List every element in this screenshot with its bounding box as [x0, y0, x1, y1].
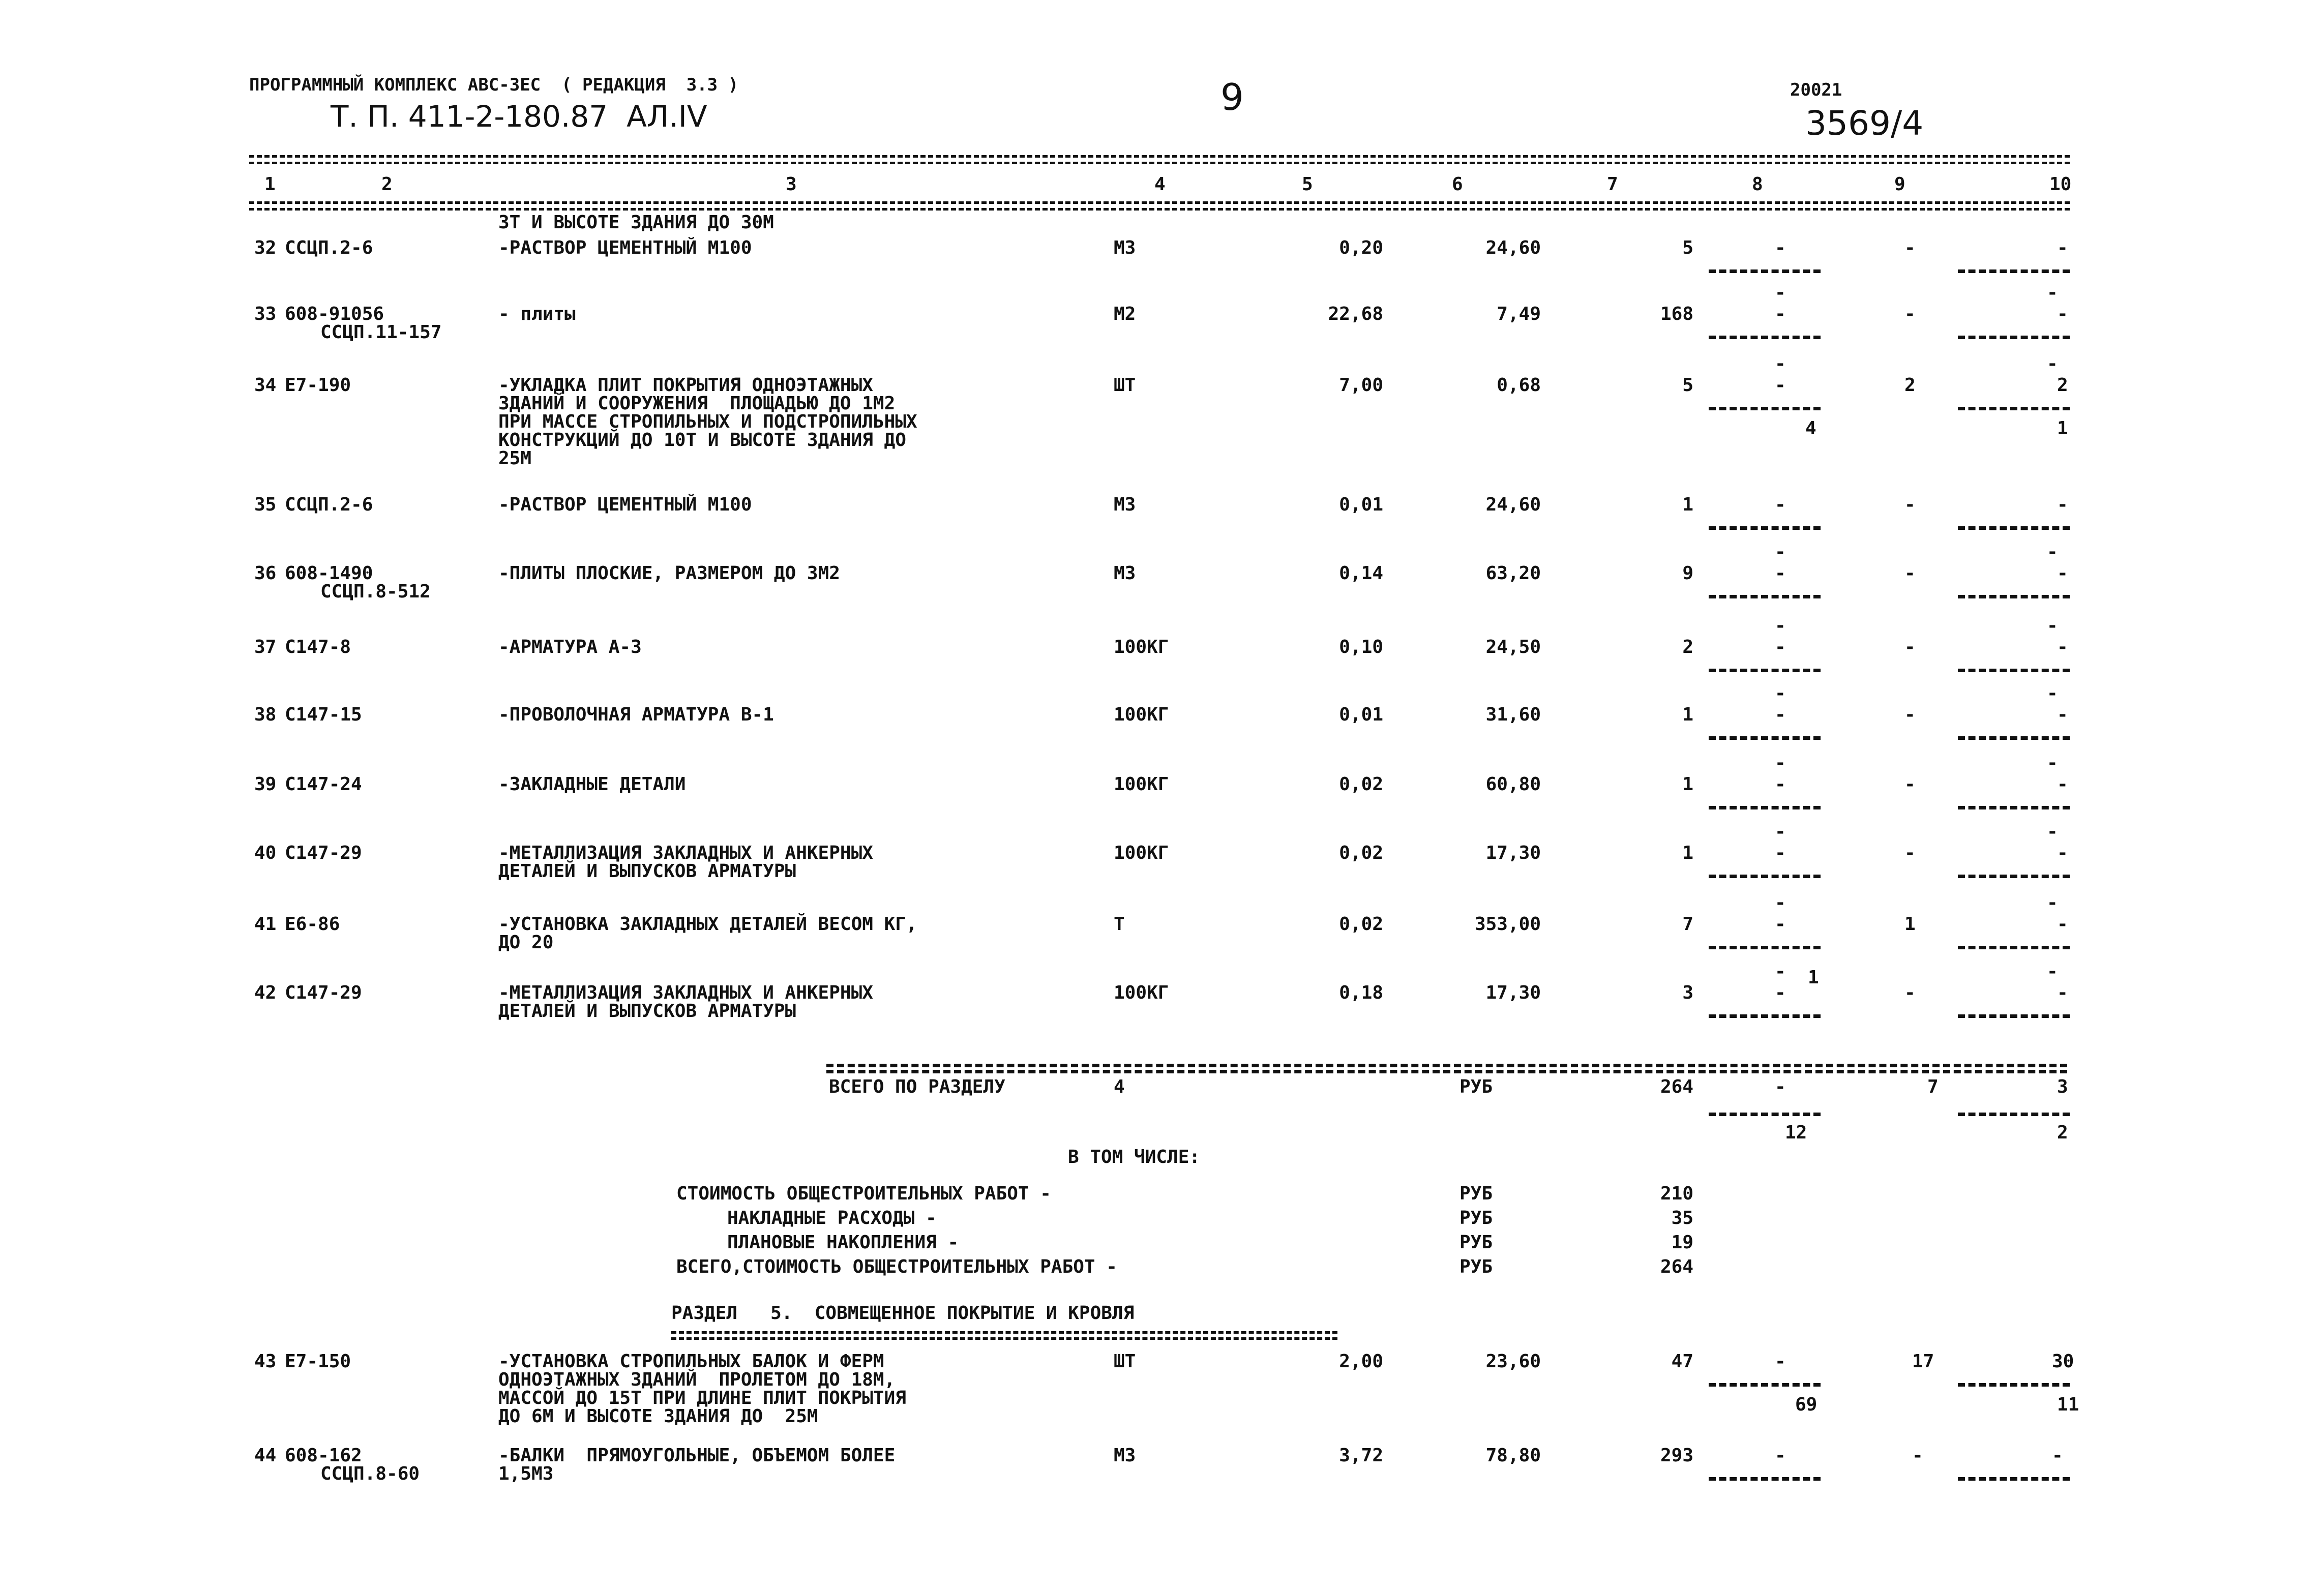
row-col8: - [1775, 1351, 1786, 1372]
row-col10: - [2057, 774, 2068, 795]
row-unit-price: 63,20 [1485, 563, 1541, 584]
row-description: ДО 6М И ВЫСОТЕ ЗДАНИЯ ДО 25М [498, 1406, 818, 1427]
row-unit-price: 17,30 [1485, 982, 1541, 1003]
row-description: -МЕТАЛЛИЗАЦИЯ ЗАКЛАДНЫХ И АНКЕРНЫХ [498, 982, 873, 1003]
row-code: С147-8 [285, 637, 351, 657]
column-number: 5 [1302, 174, 1313, 195]
column-dash-mark: - [1775, 892, 1786, 913]
row-col8-bottom: 4 [1805, 418, 1816, 439]
row-col10-rule [1958, 736, 2070, 740]
row-description: ДЕТАЛЕЙ И ВЫПУСКОВ АРМАТУРЫ [498, 1001, 796, 1022]
row-col10: - [2057, 494, 2068, 515]
row-col8: - [1775, 1445, 1786, 1466]
section-total-count: 4 [1114, 1076, 1125, 1097]
row-unit: М2 [1114, 304, 1136, 324]
row-col10-rule [1958, 526, 2070, 530]
row-col10: - [2057, 914, 2068, 935]
row-col10: - [2057, 304, 2068, 324]
row-unit-price: 24,60 [1485, 494, 1541, 515]
section-total-label: ВСЕГО ПО РАЗДЕЛУ [829, 1076, 1005, 1097]
row-col9: 17 [1912, 1351, 1934, 1372]
row-col10: - [2057, 982, 2068, 1003]
row-col10: - [2057, 563, 2068, 584]
row-description: -ПЛИТЫ ПЛОСКИЕ, РАЗМЕРОМ ДО 3М2 [498, 563, 840, 584]
column-dash-mark: - [1775, 353, 1786, 374]
row-col9: 1 [1904, 914, 1916, 935]
row-unit: 100КГ [1114, 774, 1169, 795]
row-col10: - [2057, 843, 2068, 863]
section-total-rule2 [826, 1070, 2067, 1073]
row-description: ОДНОЭТАЖНЫХ ЗДАНИЙ ПРОЛЕТОМ ДО 18М, [498, 1369, 896, 1390]
row-description: -АРМАТУРА А-3 [498, 637, 642, 657]
row-unit-price: 60,80 [1485, 774, 1541, 795]
row-code: Е7-190 [285, 375, 351, 396]
row-number: 37 [254, 637, 277, 657]
row-number: 39 [254, 774, 277, 795]
column-dash-mark: - [1775, 821, 1786, 842]
row-code-secondary: ССЦП.8-512 [320, 581, 431, 602]
including-line-label: НАКЛАДНЫЕ РАСХОДЫ - [727, 1208, 937, 1228]
project-number: Т. П. 411-2-180.87 АЛ.IV [331, 99, 707, 134]
column-dash-mark: - [1775, 615, 1786, 636]
column-dash-mark: - [1775, 282, 1786, 303]
including-line-label: ВСЕГО,СТОИМОСТЬ ОБЩЕСТРОИТЕЛЬНЫХ РАБОТ - [676, 1256, 1117, 1277]
column-dash-mark: - [2047, 961, 2058, 982]
row-code: С147-15 [285, 704, 362, 725]
row-col10-rule [1958, 1383, 2070, 1387]
column-dash-mark: - [2047, 353, 2058, 374]
row-col8-rule [1709, 669, 1821, 672]
column-number: 3 [786, 174, 797, 195]
row-unit-price: 17,30 [1485, 843, 1541, 863]
row-total: 293 [1660, 1445, 1693, 1466]
including-line-unit: РУБ [1459, 1256, 1493, 1277]
row-description: ПРИ МАССЕ СТРОПИЛЬНЫХ И ПОДСТРОПИЛЬНЫХ [498, 411, 917, 432]
including-line-unit: РУБ [1459, 1183, 1493, 1204]
row-col9: - [1904, 774, 1916, 795]
column-number: 7 [1607, 174, 1618, 195]
row-col8-rule [1709, 875, 1821, 878]
row-col10: - [2057, 237, 2068, 258]
row-col9: - [1904, 843, 1916, 863]
document-number: 3569/4 [1805, 104, 1924, 143]
row-col10: 30 [2052, 1351, 2074, 1372]
row-col10-rule [1958, 336, 2070, 339]
row-description: -МЕТАЛЛИЗАЦИЯ ЗАКЛАДНЫХ И АНКЕРНЫХ [498, 843, 873, 863]
row-col10-bottom: 1 [2057, 418, 2068, 439]
row-number: 32 [254, 237, 277, 258]
row-col8-rule [1709, 526, 1821, 530]
column-dash-mark: - [2047, 615, 2058, 636]
column-dash-mark: - [1775, 753, 1786, 773]
row-col8: - [1775, 237, 1786, 258]
row-unit-price: 353,00 [1474, 914, 1541, 935]
row-description: 25М [498, 448, 532, 469]
row-code: Е7-150 [285, 1351, 351, 1372]
row-col8: - [1775, 914, 1786, 935]
including-label: В ТОМ ЧИСЛЕ: [1068, 1147, 1201, 1167]
row-quantity: 0,02 [1339, 843, 1383, 863]
section-total-col10-rule [1958, 1113, 2070, 1116]
row-col10: 2 [2057, 375, 2068, 396]
column-number: 4 [1154, 174, 1166, 195]
row-unit: ШТ [1114, 375, 1136, 396]
row-col8: - [1775, 375, 1786, 396]
header-rule-bottom [249, 201, 2070, 204]
row-total: 168 [1660, 304, 1693, 324]
row-unit: ШТ [1114, 1351, 1136, 1372]
row-col10: - [2057, 704, 2068, 725]
row-col9: - [1912, 1445, 1923, 1466]
row-number: 35 [254, 494, 277, 515]
row-quantity: 0,10 [1339, 637, 1383, 657]
row-description: -БАЛКИ ПРЯМОУГОЛЬНЫЕ, ОБЪЕМОМ БОЛЕЕ [498, 1445, 896, 1466]
row-col10-rule [1958, 407, 2070, 410]
row-col8-rule [1709, 336, 1821, 339]
section-total-unit: РУБ [1459, 1076, 1493, 1097]
row-col9: - [1904, 304, 1916, 324]
column-dash-mark: - [2047, 753, 2058, 773]
row-description: 1,5М3 [498, 1463, 554, 1484]
column-dash-mark: - [1775, 961, 1786, 982]
row-col8-rule [1709, 946, 1821, 949]
row-total: 1 [1682, 843, 1693, 863]
row-code-secondary: ССЦП.11-157 [320, 322, 442, 343]
column-dash-mark: - [2047, 892, 2058, 913]
row-col10-rule [1958, 875, 2070, 878]
row-unit-price: 78,80 [1485, 1445, 1541, 1466]
row-total: 1 [1682, 774, 1693, 795]
header-rule-top [249, 155, 2070, 158]
row-code: 608-1490 [285, 563, 373, 584]
row-total: 1 [1682, 704, 1693, 725]
row-col9: - [1904, 982, 1916, 1003]
column-number: 6 [1452, 174, 1463, 195]
row-quantity: 22,68 [1328, 304, 1383, 324]
row-col8-rule [1709, 1477, 1821, 1481]
row-col8-rule [1709, 1014, 1821, 1018]
row-description: -УСТАНОВКА ЗАКЛАДНЫХ ДЕТАЛЕЙ ВЕСОМ КГ, [498, 914, 917, 935]
row-col8: - [1775, 982, 1786, 1003]
row-code: С147-29 [285, 982, 362, 1003]
including-line-label: ПЛАНОВЫЕ НАКОПЛЕНИЯ - [727, 1232, 959, 1253]
row-col8-bottom: 69 [1795, 1394, 1818, 1415]
row-description: КОНСТРУКЦИЙ ДО 10Т И ВЫСОТЕ ЗДАНИЯ ДО [498, 430, 906, 451]
row-description: ЗТ И ВЫСОТЕ ЗДАНИЯ ДО 30М [498, 212, 774, 233]
row-unit-price: 7,49 [1497, 304, 1541, 324]
row-code: 608-162 [285, 1445, 362, 1466]
row-unit-price: 23,60 [1485, 1351, 1541, 1372]
row-col9: - [1904, 637, 1916, 657]
column-number: 8 [1752, 174, 1763, 195]
column-number: 10 [2049, 174, 2072, 195]
row-col8: - [1775, 494, 1786, 515]
row-quantity: 2,00 [1339, 1351, 1383, 1372]
row-quantity: 0,14 [1339, 563, 1383, 584]
row-col10-rule [1958, 1477, 2070, 1481]
section-total-col9: 7 [1927, 1076, 1939, 1097]
row-col8-top: 1 [1808, 967, 1819, 988]
row-number: 40 [254, 843, 277, 863]
section-total-amount: 264 [1660, 1076, 1693, 1097]
column-dash-mark: - [1775, 542, 1786, 562]
row-unit: М3 [1114, 237, 1136, 258]
row-col9: - [1904, 563, 1916, 584]
row-col8: - [1775, 774, 1786, 795]
row-description: ДО 20 [498, 932, 554, 953]
row-col8-rule [1709, 1383, 1821, 1387]
row-unit-price: 24,60 [1485, 237, 1541, 258]
row-quantity: 0,18 [1339, 982, 1383, 1003]
row-col8: - [1775, 637, 1786, 657]
row-description: -УСТАНОВКА СТРОПИЛЬНЫХ БАЛОК И ФЕРМ [498, 1351, 884, 1372]
row-col8-rule [1709, 736, 1821, 740]
row-code: Е6-86 [285, 914, 340, 935]
row-description: - плиты [498, 304, 576, 324]
row-description: ЗДАНИЙ И СООРУЖЕНИЯ ПЛОЩАДЬЮ ДО 1М2 [498, 393, 896, 414]
row-code: С147-24 [285, 774, 362, 795]
row-total: 47 [1671, 1351, 1693, 1372]
row-unit: Т [1114, 914, 1125, 935]
column-number: 1 [264, 174, 276, 195]
row-col10-bottom: 11 [2057, 1394, 2079, 1415]
section-total-rule [826, 1064, 2067, 1067]
column-number: 9 [1894, 174, 1905, 195]
row-description: -РАСТВОР ЦЕМЕНТНЫЙ М100 [498, 494, 752, 515]
row-quantity: 3,72 [1339, 1445, 1383, 1466]
section5-title: РАЗДЕЛ 5. СОВМЕЩЕННОЕ ПОКРЫТИЕ И КРОВЛЯ [671, 1303, 1135, 1324]
document-code: 20021 [1790, 80, 1842, 100]
row-number: 33 [254, 304, 277, 324]
including-line-value: 35 [1671, 1208, 1693, 1228]
column-dash-mark: - [2047, 282, 2058, 303]
column-dash-mark: - [2047, 542, 2058, 562]
section-total-col10-b: 2 [2057, 1122, 2068, 1143]
row-quantity: 0,02 [1339, 914, 1383, 935]
row-unit: 100КГ [1114, 843, 1169, 863]
row-col8-rule [1709, 806, 1821, 809]
including-line-value: 19 [1671, 1232, 1693, 1253]
row-col9: - [1904, 237, 1916, 258]
row-description: -РАСТВОР ЦЕМЕНТНЫЙ М100 [498, 237, 752, 258]
row-col8: - [1775, 304, 1786, 324]
row-col9: 2 [1904, 375, 1916, 396]
row-code: 608-91056 [285, 304, 384, 324]
column-dash-mark: - [2047, 683, 2058, 704]
including-line-label: СТОИМОСТЬ ОБЩЕСТРОИТЕЛЬНЫХ РАБОТ - [676, 1183, 1051, 1204]
row-quantity: 0,01 [1339, 704, 1383, 725]
program-title: ПРОГРАММНЫЙ КОМПЛЕКС АВС-3ЕС ( РЕДАКЦИЯ 3.3 ) [249, 75, 739, 95]
row-col10: - [2057, 637, 2068, 657]
row-col10-rule [1958, 269, 2070, 273]
row-col8-rule [1709, 269, 1821, 273]
row-number: 41 [254, 914, 277, 935]
row-number: 43 [254, 1351, 277, 1372]
including-line-unit: РУБ [1459, 1208, 1493, 1228]
column-dash-mark: - [2047, 821, 2058, 842]
row-quantity: 0,02 [1339, 774, 1383, 795]
row-description: ДЕТАЛЕЙ И ВЫПУСКОВ АРМАТУРЫ [498, 861, 796, 882]
row-total: 7 [1682, 914, 1693, 935]
row-col10-rule [1958, 806, 2070, 809]
section-total-col8-b: 12 [1785, 1122, 1807, 1143]
row-unit: 100КГ [1114, 637, 1169, 657]
row-quantity: 7,00 [1339, 375, 1383, 396]
row-quantity: 0,01 [1339, 494, 1383, 515]
column-dash-mark: - [1775, 683, 1786, 704]
row-unit-price: 31,60 [1485, 704, 1541, 725]
row-number: 44 [254, 1445, 277, 1466]
row-code: С147-29 [285, 843, 362, 863]
column-number: 2 [381, 174, 393, 195]
section5-title-rule2 [671, 1337, 1337, 1340]
row-description: -УКЛАДКА ПЛИТ ПОКРЫТИЯ ОДНОЭТАЖНЫХ [498, 375, 873, 396]
row-number: 34 [254, 375, 277, 396]
including-line-value: 264 [1660, 1256, 1693, 1277]
row-col8-rule [1709, 595, 1821, 598]
header-rule-bottom2 [249, 208, 2070, 211]
section-total-col10: 3 [2057, 1076, 2068, 1097]
row-code: ССЦП.2-6 [285, 494, 373, 515]
section-total-col8: - [1775, 1076, 1786, 1097]
row-unit: 100КГ [1114, 704, 1169, 725]
section-total-col8-rule [1709, 1113, 1821, 1116]
row-col8: - [1775, 704, 1786, 725]
row-col10: - [2052, 1445, 2063, 1466]
row-description: -ПРОВОЛОЧНАЯ АРМАТУРА В-1 [498, 704, 774, 725]
row-description: -ЗАКЛАДНЫЕ ДЕТАЛИ [498, 774, 686, 795]
row-col9: - [1904, 494, 1916, 515]
row-total: 3 [1682, 982, 1693, 1003]
row-total: 5 [1682, 375, 1693, 396]
row-unit: М3 [1114, 494, 1136, 515]
row-number: 42 [254, 982, 277, 1003]
row-number: 38 [254, 704, 277, 725]
row-quantity: 0,20 [1339, 237, 1383, 258]
row-description: МАССОЙ ДО 15Т ПРИ ДЛИНЕ ПЛИТ ПОКРЫТИЯ [498, 1388, 906, 1408]
row-total: 9 [1682, 563, 1693, 584]
row-col10-rule [1958, 669, 2070, 672]
section5-title-rule [671, 1331, 1337, 1334]
row-code: ССЦП.2-6 [285, 237, 373, 258]
row-total: 1 [1682, 494, 1693, 515]
row-col8: - [1775, 563, 1786, 584]
row-unit: М3 [1114, 1445, 1136, 1466]
page-number: 9 [1220, 76, 1244, 118]
row-col8-rule [1709, 407, 1821, 410]
row-unit: 100КГ [1114, 982, 1169, 1003]
header-rule-top2 [249, 162, 2070, 164]
including-line-unit: РУБ [1459, 1232, 1493, 1253]
row-code-secondary: ССЦП.8-60 [320, 1463, 420, 1484]
including-line-value: 210 [1660, 1183, 1693, 1204]
row-unit-price: 0,68 [1497, 375, 1541, 396]
row-col8: - [1775, 843, 1786, 863]
row-unit-price: 24,50 [1485, 637, 1541, 657]
row-total: 2 [1682, 637, 1693, 657]
row-number: 36 [254, 563, 277, 584]
row-unit: М3 [1114, 563, 1136, 584]
row-col10-rule [1958, 946, 2070, 949]
row-col10-rule [1958, 1014, 2070, 1018]
row-col10-rule [1958, 595, 2070, 598]
row-total: 5 [1682, 237, 1693, 258]
row-col9: - [1904, 704, 1916, 725]
